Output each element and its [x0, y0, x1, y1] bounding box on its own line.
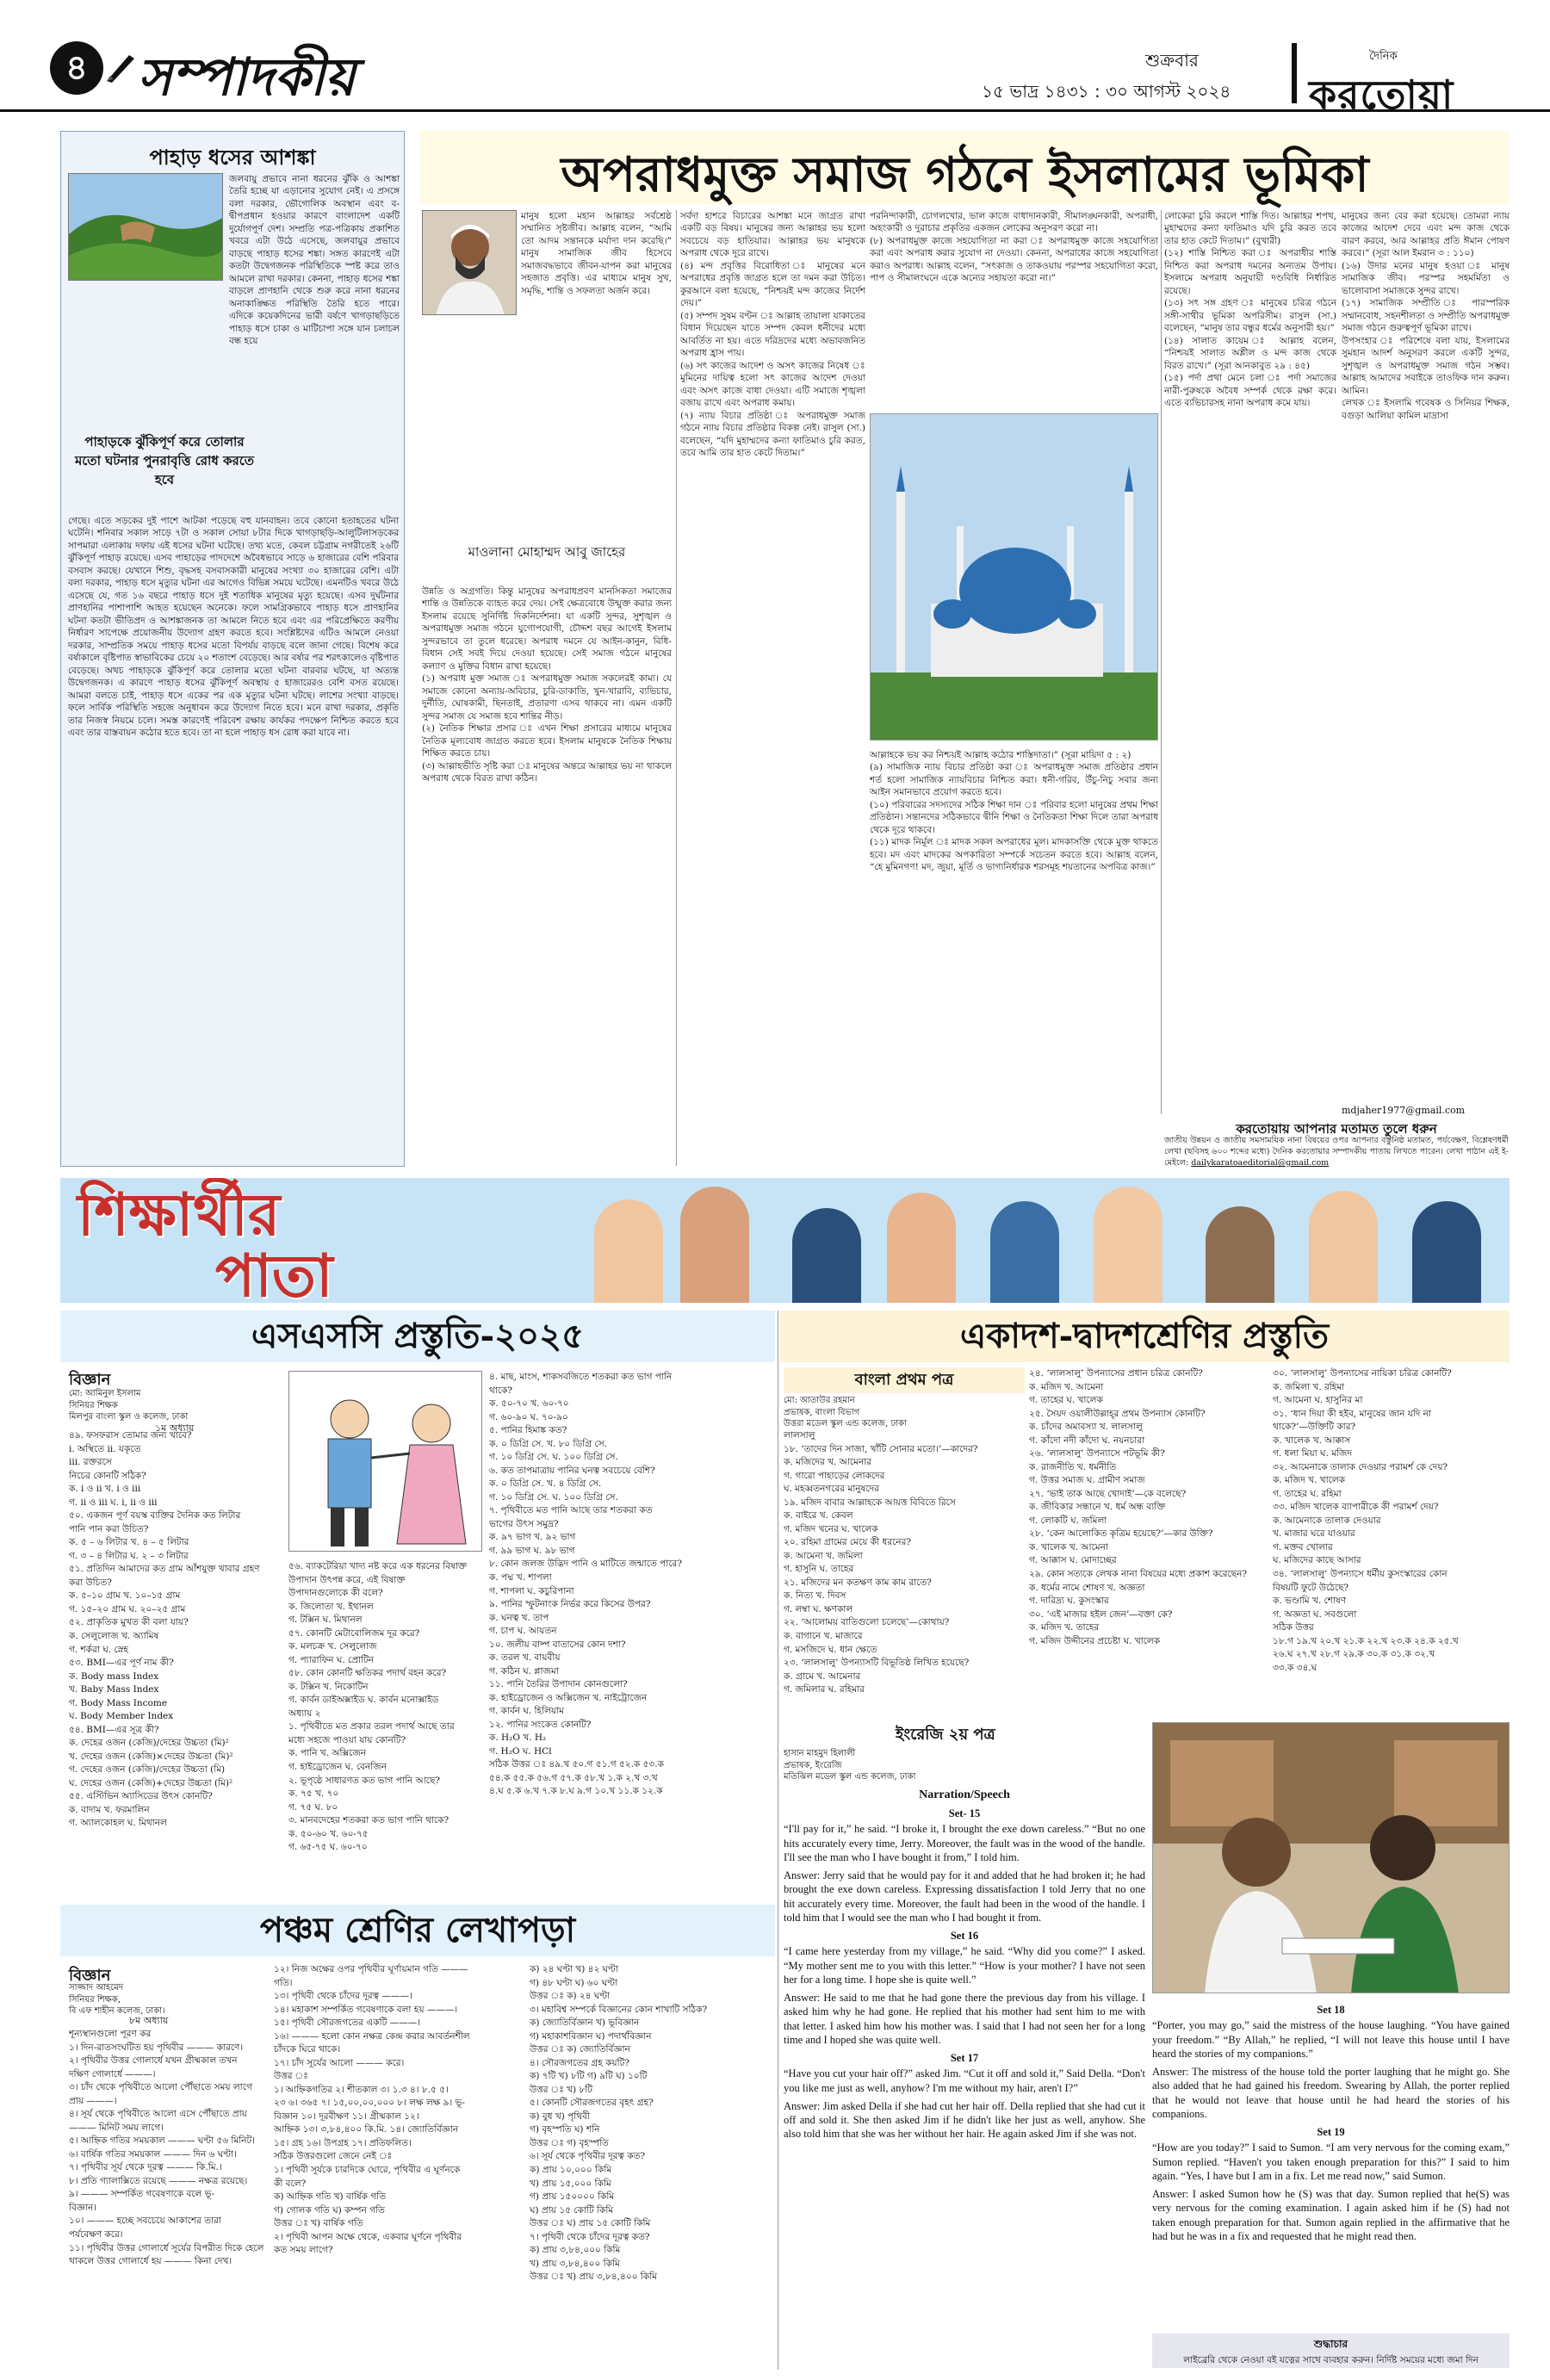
contribute-text [1164, 1135, 1509, 1168]
ssc-questions-col1 [69, 1429, 284, 1899]
question-line: ৩২. আমেনাকে তালাক দেওয়ার পরামর্শ কে দেয়? [1273, 1461, 1448, 1472]
question-line: ক. আমেনাকে তালাক দেওয়ার [1273, 1515, 1381, 1526]
mosque-photo [870, 413, 1158, 741]
question-line: গ) মহাকাশবিজ্ঞান ঘ) পদার্থবিজ্ঞান [530, 2030, 652, 2042]
question-line: গ) প্রায় ১৫০০০০ কিমি [530, 2191, 615, 2203]
question-line: গ. ১০ ডিগ্রি সে. ঘ. ১০০ ডিগ্রি সে. [489, 1491, 618, 1503]
question-line: ২৯. কোন সত্যকে লেখক নানা বিষয়ের মধ্যে প্রকাশ করেছেন? [1029, 1568, 1248, 1579]
question-line: গ. ৬৫-৭৫ ঘ. ৬০-৭০ [288, 1842, 368, 1853]
question-line: ক. বাগানে খ. মাজারে [784, 1630, 863, 1641]
masthead [0, 0, 1550, 118]
question-line: ১। দিন-রাতসংঘটিত হয় পৃথিবীর ——— কারণে। [69, 2042, 244, 2053]
question-line: খ. Baby Mass Index [69, 1684, 159, 1695]
question-line: ক) প্রায় ৩,৮৪,০০০ কিমি [530, 2245, 621, 2256]
set-answer: Answer: Jerry said that he would pay for it and added that he had broken it; he had brought the exe down careless. Expressing dissatisfaction I told Jerry that no one hit accurately every time. Moreover, the fault had been in the wood of the handle. I told him that I would see the man who I had bought it from. [784, 1869, 1145, 1924]
question-line: ৫৬. ব্যাকটেরিয়া খাদ্য নষ্ট করে এক ধরনের বিষাক্ত [288, 1561, 468, 1571]
question-line: ক. চাঁদের অমাবস্যা খ. লালসালু [1029, 1422, 1143, 1433]
set-question: “Porter, you may go,” said the mistress of the house laughing. “You have gained your freedom.” “By Allah,” he replied, “I will not leave this house until I have heard the stories of my companions.” [1152, 2019, 1510, 2060]
column-rule [676, 210, 677, 1166]
question-line: কী বলে? [274, 2178, 307, 2189]
question-line: ক. i ও ii খ. i ও iii [69, 1484, 141, 1495]
question-line: ক. বাদাম খ. ফরমালিন [69, 1804, 150, 1815]
question-line: থাকে? [489, 1385, 513, 1396]
contribute-email[interactable]: dailykaratoaeditorial@gmail.com [1191, 1158, 1330, 1168]
primary-header: পঞ্চম শ্রেণির লেখাপড়া [60, 1905, 775, 1956]
question-line: লালসালু [784, 1430, 815, 1441]
question-line: ৫০. একজন পূর্ণ বয়স্ক ব্যক্তির দৈনিক কত লিটার [69, 1510, 241, 1522]
question-line: গ. গারো পাহাড়ের লোকদের [784, 1470, 885, 1481]
question-line: ১৫। গ্রহ ১৬। উপগ্রহ ১৭। প্রতিফলিত। [274, 2137, 412, 2148]
question-line: ক. ৫–১০ গ্রাম খ. ১০–১৫ গ্রাম [69, 1590, 181, 1602]
question-line: ক) প্রায় ১০,০০০ কিমি [530, 2164, 612, 2175]
question-line: থাকলে উত্তর গোলার্ধে হয় ——— কিনা দেখ। [69, 2256, 232, 2267]
question-line: ৬. কত তাপমাত্রায় পানির ঘনত্ব সবচেয়ে বেশি? [489, 1465, 655, 1476]
question-line: গ. টক্সিন ঘ. মিথানল [288, 1615, 363, 1626]
question-line: গ. আক্কাস ঘ. মোদাচ্ছের [1029, 1555, 1117, 1566]
question-line: উত্তর ঃ [274, 2071, 308, 2082]
question-line: প্রায় ———। [69, 2095, 117, 2106]
question-line: ক. ঘনত্ব খ. তাপ [489, 1612, 549, 1623]
question-line: গ. অ্যালকোহল ঘ. মিথানল [69, 1818, 167, 1829]
question-line: ১২। নিজ অক্ষের ওপর পৃথিবীর ঘূর্ণায়মান গতি ——— [274, 1964, 468, 1974]
article-column: মানুষের জন্য বের করা হয়েছে। তোমরা ন্যায় কাজের আদেশ দেবে এবং মন্দ কাজ থেকে বারণ করবে, আর আল্লাহর প্রতি ঈমান পোষণ করবে।” (সূরা আল ইমরান ৩ : ১১০) (১৬) উদার মনের মানুষ হওয়া ঃ মানুষ সামাজিক জীব। পরস্পর সহমর্মিতা ও ভালোবাসা সমাজকে সুন্দর রাখে। (১৭) সামাজিক সম্প্রীতি ঃ পারস্পরিক সম্মানবোধ, সহনশীলতা ও সম্প্রীতি অপরাধমুক্ত সমাজ গঠনে গুরুত্বপূর্ণ ভূমিকা রাখে। উপসংহার ঃ পরিশেষে বলা যায়, ইসলামের সুমহান আদর্শ অনুসরণ করলে একটি সুন্দর, সুশৃঙ্খল ও অপরাধমুক্ত সমাজ গঠন সম্ভব। আল্লাহ আমাদের সবাইকে তাওফিক দান করুন। আমিন। লেখক ঃ ইসলামি গবেষক ও সিনিয়র শিক্ষক, বগুড়া আলিয়া কামিল মাদ্রাসা [1342, 211, 1510, 421]
question-line: ৫৩. BMI—এর পূর্ণ নাম কী? [69, 1658, 174, 1669]
question-line: গ. প্যারাফিন ঘ. প্রোটিন [288, 1654, 375, 1665]
question-line: ২. ভূপৃষ্ঠে সাধারণত কত ভাগ পানি আছে? [288, 1775, 440, 1786]
question-line: গ. তাহের ঘ. খালেক [1029, 1395, 1103, 1406]
question-line: ক. ধর্মের নামে শোষণ খ. অজ্ঞতা [1029, 1582, 1145, 1593]
question-line: বিজ্ঞান ১০। দূরবীক্ষণ ১১। গ্রীষ্মকাল ১২। [274, 2110, 419, 2122]
author-photo [422, 210, 517, 315]
question-line: ৪.ঘ ৫.ক ৬.খ ৭.ক ৮.ঘ ৯.গ ১০.খ ১১.ক ১২.ক [489, 1786, 663, 1797]
question-line: পানি পান করা উচিত? [69, 1523, 149, 1534]
question-line: ক. Body mass Index [69, 1670, 159, 1682]
article-headline: অপরাধমুক্ত সমাজ গঠনে ইসলামের ভূমিকা [561, 146, 1369, 203]
question-line: ক. আমেনা খ. জমিলা [784, 1550, 863, 1561]
hsc-teacher: মো: আতাউর রহমান প্রভাষক, বাংলা বিভাগ উত্তরা মডেল স্কুল এন্ড কলেজ, ঢাকা [784, 1396, 907, 1429]
question-line: ১। আহ্নিকগতির ২। শীতকাল ৩। ১.৩ ৪। ৮.৫ ৫। [274, 2084, 449, 2095]
question-line: ২। পৃথিবী আপন অক্ষে থেকে, একবার ঘূর্ণনে পৃথিবীর [274, 2231, 462, 2242]
author-email[interactable]: mdjaher1977@gmail.com [1342, 1105, 1466, 1116]
question-line: ১৬। ——— হলো কোন নক্ষত্র কেন্দ্র করার আবর্তনশীল [274, 2030, 470, 2042]
question-line: ৩। চাঁদ থেকে পৃথিবীতে আলো পৌঁছাতে সময় লাগে [69, 2082, 252, 2093]
question-line: গ. ৬০-৯০ ঘ. ৭০-৯০ [489, 1411, 568, 1422]
question-line: ক. মলচক্র খ. সেলুলোজ [288, 1641, 377, 1652]
editorial-box [60, 131, 405, 1167]
question-line: ক) আহ্নিক গতি খ) বার্ষিক গতি [274, 2191, 387, 2203]
set-answer: Answer: He said to me that he had gone there the previous day from his village. I asked him why he had gone. He replied that his mother had sent him to me with that letter. I asked him how his mother was. I said that I had not seen her for a long time and I hoped she was quite well. [784, 1992, 1145, 2046]
question-line: ৪। সৌরজগতের গ্রহ কয়টি? [530, 2057, 629, 2068]
editorial-intro: জলবায়ু প্রভাবে নানা ধরনের ঝুঁকি ও আশঙ্কা তৈরি হচ্ছে যা এড়ানোর সুযোগ নেই। এ প্রসঙ্গে বলা দরকার, ভৌগোলিক অবস্থান এবং ব-দ্বীপপ্রধান হওয়ার কারণে বাংলাদেশ একটি দুর্যোগপূর্ণ দেশ। সম্প্রতি পত্র-পত্রিকায় প্রকাশিত খবরে এটা উঠে এসেছে, জলবায়ুর প্রভাবে বাড়ছে পাহাড় ধসের শঙ্কা। সঙ্গত কারণেই এটা কতটা উদ্বেগজনক পরিস্থিতিকে স্পষ্ট করে তাও আমলে রাখা দরকার। কেননা, পাহাড় ধসের শঙ্কা বাড়লে প্রাণহানি থেকে শুরু করে নানা ধরনের অনাকাঙ্ক্ষিত পরিস্থিতি তৈরি হতে পারে। এদিকে কয়েকদিনের ভারী বর্ষণে খাগড়াছড়িতে পাহাড় ধসে চাকা ও মাটিচাপা সঙ্গে যান চলাচল বন্ধ হয়ে [229, 174, 400, 347]
english-teacher: হাসান মাহমুদ হিলালী প্রভাষক, ইংরেজি মতিঝিল মডেল স্কুল এন্ড কলেজ, ঢাকা [784, 1749, 916, 1782]
question-line: ৫১. প্রতিদিন আমাদের কত গ্রাম আঁশযুক্ত খাবার গ্রহণ [69, 1564, 260, 1575]
english-col1 [784, 1784, 1145, 2327]
set-answer: Answer: I asked Sumon how he (S) was that day. Sumon replied that he(S) was very nervous for the coming examination. I again asked him if he (S) had not taken enough preparation for that. Sumon again replied in the affirmative that he had but he was in a fix and requested that he might read then. [1152, 2188, 1510, 2242]
question-line: ৫৭. কোনটি মেটাবোলিজম দূর করে? [288, 1627, 420, 1639]
question-line: ক. ভণ্ডামি খ. শোষণ [1273, 1596, 1347, 1607]
student-page-banner [60, 1178, 1510, 1303]
question-line: ২১. মজিদের মন কতক্ষণ কাম কাম রাতে? [784, 1577, 932, 1588]
question-line: ক. পানি খ. অক্সিজেন [288, 1748, 367, 1759]
question-line: ৩৪. ‘লালসালু’ উপন্যাসে ধর্মীয় কুসংস্কারের কোন [1273, 1568, 1448, 1579]
students-photo [1152, 1722, 1510, 1993]
question-line: ক. জীবিকার সন্ধানে খ. ধর্ম অন্ধ ব্যক্তি [1029, 1502, 1166, 1513]
question-line: গ. ১০ ডিগ্রি সে. ঘ. ১০০ ডিগ্রি সে. [489, 1452, 618, 1463]
question-line: গ. ৯৯ ভাগ ঘ. ৯৮ ভাগ [489, 1545, 575, 1556]
ssc-header: এসএসসি প্রস্তুতি-২০২৫ [60, 1311, 775, 1362]
question-line: ২৮. ‘কেন আলোকিত কৃত্রিম হয়েছে?’—কার উক্তি? [1029, 1528, 1213, 1540]
question-line: উত্তর ঃ খ) প্রায় ৩,৮৪,৪০০ কিমি [530, 2272, 657, 2283]
hsc-questions-col3 [1273, 1367, 1510, 1712]
question-line: গ. তাহের ঘ. রহিমা [1273, 1488, 1342, 1499]
question-line: ২২. ‘আলোময় বাতিগুলো চলেছে’—কোথায়? [784, 1617, 950, 1628]
question-line: ক. টক্সিন খ. নিকোটিন [288, 1681, 369, 1692]
question-line: করা উচিত? [69, 1577, 112, 1588]
question-line: গ. মসজিদে ঘ. ধান ক্ষেতে [784, 1644, 877, 1655]
question-line: গ. মজিদ খনের ঘ. খালেক [784, 1523, 878, 1534]
english-topic: Narration/Speech [919, 1788, 1010, 1801]
question-line: গতি। [274, 1977, 293, 1988]
banner-title-line1: শিক্ষার্থীর [78, 1181, 281, 1249]
question-line: নিচের কোনটি সঠিক? [69, 1470, 146, 1481]
question-line: গ. কাঁদো নদী কাঁদো ঘ. নয়নচারা [1029, 1435, 1145, 1446]
question-line: ৫৫. এস্টিভিন অ্যাসিডের উৎস কোনটি? [69, 1791, 213, 1802]
question-line: ক) জ্যোতির্বিজ্ঞান খ) ভূবিজ্ঞান [530, 2017, 640, 2029]
footer-box [1152, 2334, 1510, 2368]
question-line: ক. জমিলা খ. রহিমা [1273, 1381, 1345, 1392]
hsc-questions-col2 [1029, 1367, 1266, 1712]
question-line: গ. শাপলা ঘ. কচুরিপানা [489, 1585, 574, 1596]
article-column: সর্বদা হাশরে বিচারের আশঙ্কা মনে জাগ্রত রাখা একটি বড় বিষয়। মানুষের জন্য আল্লাহর ভয় হলো সবচেয়ে বড় হাতিয়ার। আল্লাহর ভয় মানুষকে অপরাধ থেকে দূরে রাখে। (৪) মন্দ প্রবৃত্তির বিরোধিতা ঃ মানুষের মনে অপরাধের প্রবৃত্তি জাগ্রত হলে তা দমন করা উচিত। কুরআনে বলা হয়েছে, “নিশ্চয়ই মন্দ কাজের নির্দেশ দেয়।” (৫) সম্পদ সুষম বণ্টন ঃ আল্লাহ তায়ালা যাকাতের বিধান দিয়েছেন যাতে সম্পদ কেবল ধনীদের মধ্যে আবর্তিত না হয়। এতে দরিদ্রদের মধ্যে অভাবজনিত অপরাধ হ্রাস পায়। (৬) সৎ কাজের আদেশ ও অসৎ কাজের নিষেধ ঃ মুমিনের দায়িত্ব হলো সৎ কাজের আদেশ দেওয়া এবং অসৎ কাজে বাধা দেওয়া। এটি সমাজে শৃঙ্খলা বজায় রাখে এবং অপরাধ কমায়। (৭) ন্যায় বিচার প্রতিষ্ঠা ঃ অপরাধমুক্ত সমাজ গঠনে ন্যায় বিচার প্রতিষ্ঠার বিকল্প নেই। রাসুল (সা.) বলেছেন, “যদি মুহাম্মদের কন্যা ফাতিমাও চুরি করত, তবে আমি তার হাত কেটে দিতাম।” [680, 211, 865, 459]
question-line: ঘ. মহব্বতনগরের মানুষদের [784, 1484, 879, 1495]
question-line: গ. জমিলার ঘ. রহিমার [784, 1684, 865, 1695]
question-line: গ. H₂O ঘ. HCl [489, 1745, 552, 1757]
article-column: আল্লাহকে ভয় কর নিশ্চয়ই আল্লাহ কঠোর শাস্তিদাতা।” (সূরা মায়িদা ৫ : ২) (৯) সামাজিক ন্যায় বিচার প্রতিষ্ঠা করা ঃ অপরাধমুক্ত সমাজ প্রতিষ্ঠার প্রধান শর্ত হলো সামাজিক ন্যায়বিচার নিশ্চিত করা। ধনী-গরিব, উঁচু-নিচু সবার জন্য আইন সমানভাবে প্রয়োগ করতে হবে। (১০) পরিবারের সদস্যদের সঠিক শিক্ষা দান ঃ পরিবার হলো মানুষের প্রথম শিক্ষা প্রতিষ্ঠান। সন্তানদের সঠিকভাবে দ্বীনি শিক্ষা ও নৈতিকতা শিক্ষা দিলে তারা অপরাধ থেকে দূরে থাকবে। (১১) মাদক নির্মূল ঃ মাদক সকল অপরাধের মূল। মাদকাসক্তি থেকে মুক্ত থাকতে হবে। মদ এবং মাদকের অপকারিতা সম্পর্কে সচেতন করতে হবে। আল্লাহ বলেন, “হে মুমিনগণ! মদ, জুয়া, মূর্তি ও ভাগ্যনির্ধারক শরসমূহ শয়তানের অপবিত্র কাজ।” [870, 750, 1158, 873]
contribute-send-label: লেখা পাঠান এই ই-মেইলে: [1164, 1147, 1509, 1168]
set-heading: Set 19 [1317, 2126, 1345, 2138]
question-line: ৩. মানবদেহের শতকরা কত ভাগ পানি থাকে? [288, 1815, 450, 1826]
pull-quote: পাহাড়কে ঝুঁকিপূর্ণ করে তোলার মতো ঘটনার পুনরাবৃত্তি রোধ করতে হবে [74, 434, 255, 487]
set-question: “I came here yesterday from my village,” he said. “Why did you come?” I asked. “My mother sent me to you with this letter.” “How is your mother? I have not seen her for a long time. I hope she is quite well.” [784, 1945, 1145, 1986]
question-line: ১০। ——— হচ্ছে সবচেয়ে আকাশের তারা [69, 2216, 221, 2227]
question-line: ৫২. প্রাকৃতিক মুখত কী বলা যায়? [69, 1617, 189, 1628]
question-line: উপাদান উৎপন্ন করে, এই বিষাক্ত [288, 1574, 406, 1585]
question-line: গ) গোলক গতি ঘ) কম্পন গতি [274, 2204, 385, 2216]
banner-title-line2: পাতা [215, 1242, 333, 1303]
question-line: ক) ৭টি খ) ৮টি গ) ৯টি ঘ) ১০টি [530, 2071, 648, 2082]
hill-photo [68, 173, 223, 281]
question-line: ৭। পৃথিবী থেকে চাঁদের দূরত্ব কত? [530, 2231, 650, 2242]
question-line: ১৪। মহাকাশ সম্পর্কিত গবেষণাকে বলা হয় ———। [274, 2004, 458, 2015]
banner-title [78, 1181, 333, 1303]
ssc-questions-col2 [288, 1560, 482, 1899]
question-line: ১৯. মজিদ বাবার আল্লাহকে আয়ত্ত বিবিতে রিসে [784, 1497, 956, 1508]
question-line: ২৫. সৈয়দ ওয়ালীউল্লাহ্‌র প্রথম উপন্যাস কোনটি? [1029, 1408, 1206, 1419]
question-line: মধ্যে সহজে পাওয়া যায় কোনটি? [288, 1734, 406, 1745]
question-line: ক. তরল খ. বায়বীয় [489, 1652, 561, 1664]
english-sets-2 [1152, 2003, 1510, 2243]
question-line: ১। পৃথিবী সূর্যকে চারদিকে ঘোরে, পৃথিবীর এ ঘূর্ণনকে [274, 2164, 461, 2175]
question-line: ক. দেহের ওজন (কেজি)/দেহের উচ্চতা (মি)² [69, 1738, 229, 1749]
question-line: ক. ৯৭ ভাগ খ. ৯২ ভাগ [489, 1532, 576, 1543]
question-line: ১৫। পৃথিবী সৌরজগতের একটি ———। [274, 2017, 420, 2029]
question-line: উত্তর ঃ ক) জ্যোতির্বিজ্ঞান [530, 2044, 630, 2055]
page-number: ৪ [50, 41, 103, 95]
set-heading: Set 18 [1317, 2004, 1345, 2016]
question-line: পর্যবেক্ষণ করে। [69, 2228, 123, 2240]
question-line: সঠিক উত্তর [1273, 1622, 1314, 1633]
question-line: খ. দেহের ওজন (কেজি)×দেহের উচ্চতা (মি)² [69, 1751, 233, 1762]
question-line: ক. ০ ডিগ্রি সে. খ. ৮০ ডিগ্রি সে. [489, 1438, 608, 1449]
issue-date: ১৫ ভাদ্র ১৪৩১ : ৩০ আগস্ট ২০২৪ [982, 81, 1231, 102]
question-line: ৩০. ‘লালসালু’ উপন্যাসের নায়িকা চরিত্র কোনটি? [1273, 1368, 1452, 1379]
question-line: গ. লম্বা ঘ. ক্ষণকাল [784, 1603, 853, 1615]
question-line: ক. মজিদ খ. আমেনা [1029, 1381, 1104, 1392]
primary-chapter: ৮ম অধ্যায় [129, 2015, 169, 2026]
english-sets-1 [784, 1807, 1145, 2141]
question-line: ৯. পানির স্ফুটনাংক নির্ভর করে কিসের উপর? [489, 1599, 651, 1610]
question-line: খ) প্রায় ১৫,০০০ কিমি [530, 2178, 611, 2189]
question-line: ৪৯. ফসফরাস তোমার জন্য খাবে? [69, 1430, 192, 1441]
article-column: উন্নতি ও অগ্রগতি। কিন্তু মানুষের অপরাধপ্রবণ মানসিকতা সমাজের শান্তি ও উন্নতিকে ব্যাহত করে দেয়। সেই ক্ষেত্রবোধে উন্মুক্ত করার জন্য ইসলাম রয়েছে সুনির্দিষ্ট দিকনির্দেশনা। যা একটি সুন্দর, সুশৃঙ্খল ও অপরাধমুক্ত সমাজ গঠনে যুগোপযোগী, চৌদ্দশ বছর আগেই ইসলাম সুন্দরভাবে তা তুলে ধরেছে। অপরাধ দমনে যে আইন-কানুন, বিধি-বিধান সেই সবই দিয়ে দেওয়া হয়েছে। সেই সমাজ গঠনে মানুষের কল্যাণ ও মুক্তির বিধান রাখা হয়েছে। (১) অপরাধ মুক্ত সমাজ ঃ অপরাধমুক্ত সমাজ সকলেরই কাম্য। যে সমাজে কোনো অন্যায়-অবিচার, চুরি-ডাকাতি, খুন-খারাবি, ব্যভিচার, দুর্নীতি, ঘোষকামী, ছিনতাই, প্রতারণা এসব থাকবে না। এমন একটি সুন্দর সমাজ যে সমাজ হবে শান্তির নীড়। (২) নৈতিক শিক্ষার প্রসার ঃ এখন শিক্ষা প্রসারের মাধ্যমে মানুষের নৈতিক মূল্যবোধ জাগ্রত করতে হবে। ইসলাম মানুষকে নৈতিক শিক্ষায় শিক্ষিত করতে চায়। (৩) আল্লাহভীতি সৃষ্টি করা ঃ মানুষের অন্তরে আল্লাহর ভয় না থাকলে অপরাধ থেকে বিরত রাখা কঠিন। [422, 586, 672, 784]
article-headline-bar [420, 131, 1510, 204]
question-line: ক. মজিদ খ. খালেক [1273, 1475, 1346, 1486]
question-line: ক. নিত্য খ. দিবস [784, 1590, 846, 1602]
question-line: গ. মক্তব খোলার [1273, 1541, 1333, 1553]
question-line: গ. ii ও iii ঘ. i, ii ও iii [69, 1497, 158, 1508]
question-line: উত্তর ঃ গ) বৃহস্পতি [530, 2137, 609, 2148]
question-line: খ) প্রায় ৩,৮৪,৪০০ কিমি [530, 2258, 620, 2269]
question-line: খ. মাজার ঘরে যাওয়ার [1273, 1528, 1355, 1540]
question-line: ক. খালেক খ. আমেনা [1029, 1541, 1108, 1553]
question-line: ক. জিলোতা খ. ইথানল [288, 1601, 374, 1612]
ssc-subject: বিজ্ঞান [69, 1371, 111, 1389]
question-line: ২৭. ‘ভাই তাক আছে খোদাই’—কে বলেছে? [1029, 1488, 1187, 1499]
column-rule [1161, 210, 1162, 1114]
question-line: ১৮. ‘তাদের দিন সাজা, খাঁটি সোনার মতো।’—কাদের? [784, 1443, 978, 1454]
question-line: ৩১. ‘ধান দিয়া কী হইব, মানুষের জান যদি না [1273, 1408, 1431, 1419]
paper-prefix: দৈনিক [1369, 50, 1398, 63]
primary-col3 [530, 1963, 775, 2364]
question-line: গ. আমেনা ঘ. হাসুনির মা [1273, 1395, 1363, 1406]
question-line: ক. রাজনীতি খ. ধর্মনীতি [1029, 1461, 1117, 1472]
masthead-divider [1292, 43, 1297, 103]
contribute-title: করতোয়ায় আপনার মতামত তুলে ধরুন [1236, 1121, 1437, 1137]
question-line: বিজ্ঞান। [69, 2202, 96, 2213]
contribute-body: জাতীয় উন্নয়ন ও জাতীয় সমসাময়িক নানা বিষয়ের ওপর আপনার বস্তুনিষ্ঠ মতামত, পর্যবেক্ষণ, বিশ্লেষণধর্মী লেখা (ছবিসহ ৬০০ শব্দের মধ্যে) দৈনিক করতোয়ার সম্পাদকীয় পাতায় লিখতে পারেন। [1164, 1136, 1509, 1157]
question-line: ক) বুধ খ) পৃথিবী [530, 2110, 590, 2122]
question-line: অধ্যায় ২ [288, 1708, 321, 1719]
question-line: ক. ৭৫ খ. ৭০ [288, 1788, 339, 1800]
hsc-subject: বাংলা প্রথম পত্র [784, 1367, 1025, 1393]
question-line: গ. হাইড্রোজেন ঘ. বেনজিন [288, 1761, 387, 1772]
question-line: ক. ৫ – ৬ লিটার খ. ৪ – ৫ লিটার [69, 1537, 189, 1548]
question-line: গ. Body Mass Income [69, 1697, 167, 1708]
question-line: গ. উত্তর সমাজ ঘ. গ্রামীণ সমাজ [1029, 1475, 1145, 1486]
question-line: ঘ. মজিদের কাছে আসার [1273, 1555, 1361, 1566]
set-heading: Set- 15 [948, 1807, 981, 1820]
primary-subject: বিজ্ঞান [69, 1967, 111, 1985]
question-line: ৫৪.ক ৫৫.ক ৫৬.গ ৫৭.ক ৫৮.খ ১.ক ২.খ ৩.খ [489, 1772, 658, 1783]
question-line: ৯। ——— সম্পর্কিত গবেষণাকে বলে ভূ- [69, 2189, 215, 2200]
question-line: গ. দেহের ওজন (কেজি)/দেহের উচ্চতা (মি) [69, 1764, 226, 1776]
question-line: ৩০. ‘এই মাজার হইল জেন’—বক্তা কে? [1029, 1608, 1173, 1620]
question-line: উত্তর ঃ খ) বার্ষিক গতি [274, 2218, 363, 2229]
question-line: ১২. পানির সংকেত কোনটি? [489, 1719, 592, 1730]
ssc-questions-col3 [489, 1371, 773, 1899]
question-line: গ. ধলা মিয়া ঘ. মজিদ [1273, 1448, 1352, 1460]
set-answer: Answer: Jim asked Della if she had cut her hair off. Della replied that she had cut it off and sold it. She then asked Jim if he didn't like her just as well, anyhow. She also told him that she was her without her hair. He again asked Jim if she was not. [784, 2099, 1145, 2141]
question-line: ২৪. ‘লালসালু’ উপন্যাসের প্রধান চরিত্র কোনটি? [1029, 1368, 1203, 1379]
question-line: গ. ৩ – ৪ লিটার ঘ. ২ – ৩ লিটার [69, 1550, 189, 1561]
english-col2 [1152, 1999, 1510, 2327]
question-line: উত্তর ঃ ক) ২৪ ঘণ্টা [530, 1991, 611, 2002]
editorial-title: পাহাড় ধসের আশঙ্কা [149, 145, 316, 170]
ssc-illustration [288, 1371, 482, 1552]
question-line: ৬। বার্ষিক গতির সময়কাল ——— দিন ৬ ঘণ্টা। [69, 2148, 237, 2160]
article-column: লোকেরা চুরি করলে শাস্তি দিত। আল্লাহর শপথ, মুহাম্মদের কন্যা ফাতিমাও যদি চুরি করত তবে তার হাত কেটে দিতাম।” (বুখারী) (১২) শাস্তি নিশ্চিত করা ঃ অপরাধীর শাস্তি নিশ্চিত করা অপরাধ দমনের অন্যতম উপায়। ইসলামে অপরাধ অনুযায়ী দণ্ডবিধি নির্ধারিত রয়েছে। (১৩) সৎ সঙ্গ গ্রহণ ঃ মানুষের চরিত্র গঠনে সঙ্গী-সাথীর ভূমিকা অপরিসীম। রাসুল (সা.) বলেছেন, “মানুষ তার বন্ধুর ধর্মের অনুসারী হয়।” (১৪) সালাত কায়েম ঃ আল্লাহ বলেন, “নিশ্চয়ই সালাত অশ্লীল ও মন্দ কাজ থেকে বিরত রাখে।” (সূরা আনকাবুত ২৯ : ৪৫) (১৫) পর্দা প্রথা মেনে চলা ঃ পর্দা সমাজের নারী-পুরুষকে অবৈধ সম্পর্ক থেকে রক্ষা করে। এতে ব্যভিচারসহ নানা অপরাধ কমে যায়। [1164, 211, 1336, 409]
question-line: ২৩. ‘লালসালু’ উপন্যাসটি বিভূতিষ্ঠ লিখিত হয়েছে? [784, 1658, 970, 1669]
question-line: ক. ৫০-৭০ খ. ৬০-৭০ [489, 1398, 569, 1410]
article-column: পরনিন্দাকারী, চোগলখোর, ভাল কাজে বাধাদানকারী, সীমালঙ্ঘনকারী, অপরাধী, অহংকারী ও দুরাচার প্রকৃতির একজন লোকের অনুসরণ করো না। (৮) অপরাধমুক্ত কাজে সহযোগিতা না করা ঃ অপরাধমুক্ত কাজে সহযোগিতা করা এবং অপরাধ করার সুযোগ না দেওয়া। কেননা, অপরাধের কাজে সহযোগিতা করাও অপরাধ। আল্লাহ বলেন, “সৎকাজ ও তাকওয়ায় পরস্পর সহযোগিতা করো, পাপ ও সীমালংঘনে একে অন্যের সহায়তা করো না।” [870, 211, 1158, 284]
primary-col2 [274, 1963, 524, 2364]
question-line: ক. খালেক খ. আক্কাস [1273, 1435, 1351, 1446]
question-line: ৮. কোন জলজ উদ্ভিদ পানি ও মাটিতে জন্মাতে পারে? [489, 1559, 682, 1570]
footer-text: লাইব্রেরি থেকে নেওয়া বই যত্নের সাথে ব্যবহার করুন। নির্দিষ্ট সময়ের মধ্যে জমা দিন [1183, 2355, 1479, 2365]
question-line: গ. কঠিন ঘ. প্লাজমা [489, 1665, 559, 1677]
question-line: উত্তর ঃ ঘ) প্রায় ১৫ কোটি কিমি [530, 2218, 651, 2229]
question-line: ক) ২৪ ঘণ্টা খ) ৪২ ঘণ্টা [530, 1964, 618, 1974]
question-line: গ. ১৫–২০ গ্রাম ঘ. ২০–২৫ গ্রাম [69, 1603, 186, 1615]
question-line: সঠিক উত্তরগুলো জেনে নেই ঃ [274, 2151, 393, 2162]
ssc-teacher: মো: আমিনুল ইসলাম সিনিয়র শিক্ষক মিলপুর বাংলা স্কুল ও কলেজ, ঢাকা [69, 1389, 189, 1422]
question-line: কত সময় লাগে? [274, 2245, 333, 2256]
question-line: ২৩ ৬। ৩৬৫ ৭। ১৫,০০,০০,০০০ ৮। লক্ষ লক্ষ ৯। ভূ- [274, 2098, 465, 2109]
question-line: ৫৮. কোন কোনটি ক্ষতিকর পদার্থ বহন করে? [288, 1668, 447, 1679]
question-line: গ. কার্বন ডাইঅক্সাইড ঘ. কার্বন মনোক্সাইড [288, 1695, 439, 1706]
question-line: ৪। সূর্য থেকে পৃথিবীতে আলো এসে পৌঁছাতে প্রায় [69, 2109, 247, 2120]
question-line: উপাদানগুলোকে কী বলে? [288, 1588, 383, 1599]
question-line: চাঁদকে ঘিরে থাকে। [274, 2044, 341, 2055]
question-line: গ. লোকটি ঘ. জমিলা [1029, 1515, 1107, 1526]
question-line: ক. মজিদের খ. আমেনার [784, 1457, 872, 1468]
footer-title: শুদ্ধাচার [1313, 2338, 1348, 2350]
issue-day: শুক্রবার [1145, 50, 1199, 71]
set-heading: Set 16 [950, 1930, 979, 1943]
question-line: সঠিক উত্তর ঃ ৪৯.খ ৫০.গ ৫১.গ ৫২.ক ৫৩.ক [489, 1759, 664, 1770]
question-line: ২০. রহিমা গ্রামের মেয়ে কী ধরনের? [784, 1537, 911, 1548]
set-answer: Answer: The mistress of the house told the porter laughing that he might go. She also added that he had gained his freedom. Swearing by Allah, the porter replied that he would not leave that house until he had heard the stories of his companions. [1152, 2066, 1510, 2120]
question-line: ——— মিনিট সময় লাগে। [69, 2122, 164, 2133]
question-line: ৩৩.ক ৩৪.ঘ [1273, 1662, 1318, 1673]
primary-col1 [69, 2028, 267, 2372]
question-line: গ. অজ্ঞতা ঘ. সবগুলো [1273, 1608, 1357, 1620]
primary-teacher: সাজ্জাদ আহমেদ সিনিয়র শিক্ষক, বি এফ শাহীন কলেজ, ঢাকা। [69, 1983, 165, 2016]
question-line: ক. গ্রামে খ. আমেনার [784, 1670, 861, 1682]
question-line: গ. হাসুনি ঘ. তাহের [784, 1564, 854, 1575]
question-line: ৫৪. BMI—এর সূত্র কী? [69, 1724, 159, 1735]
set-question: “How are you today?” I said to Sumon. “I am very nervous for the coming exam,” Sumon replied. “Haven't you taken enough preparation for this?” I said to him again. “Yes, I have but I am in a fix. Let me read now,” said Sumon. [1152, 2141, 1510, 2182]
question-line: ভাগের উৎস সমুদ্র? [489, 1518, 559, 1529]
paper-logo: করতোয়া [1309, 71, 1454, 118]
question-line: ক. ০ ডিগ্রি সে. খ. ৪ ডিগ্রি সে. [489, 1478, 602, 1490]
question-line: ঘ. দেহের ওজন (কেজি)+দেহের উচ্চতা (মি)² [69, 1777, 233, 1788]
question-line: ৩। মহাবিশ্ব সম্পর্কে বিজ্ঞানের কোন শাখাটি সঠিক? [530, 2004, 708, 2015]
question-line: উত্তর ঃ খ) ৮টি [530, 2084, 593, 2095]
question-line: ৫। কোনটি সৌরজগতের বৃহৎ গ্রহ? [530, 2098, 654, 2109]
question-line: ১১. পানি তৈরির উপাদান কোনগুলো? [489, 1679, 628, 1690]
question-line: i. অস্থিতে ii. যকৃতে [69, 1443, 141, 1454]
set-question: “Have you cut your hair off?” asked Jim. “Cut it off and sold it,” Said Della. “Don't you like me just as well, anyhow? I'm me without my hair, aren't I?” [784, 2067, 1145, 2094]
question-line: ক. পদ্ম খ. শাপলা [489, 1571, 552, 1583]
question-line: ৫. পানির হিমাঙ্ক কত? [489, 1425, 567, 1436]
question-line: ৪. মাছ, মাংস, শাকসবজিতে শতকরা কত ভাগ পানি [489, 1372, 673, 1382]
hsc-header: একাদশ-দ্বাদশশ্রেণির প্রস্তুতি [779, 1311, 1510, 1362]
question-line: ক. বাইরে খ. কেবল [784, 1510, 853, 1522]
question-line: ২৬. ‘লালসালু’ উপন্যাসে পটভূমি কী? [1029, 1448, 1165, 1460]
question-line: ২৬.ঘ ২৭.খ ২৮.গ ২৯.ক ৩০.ক ৩১.ক ৩২.খ [1273, 1649, 1435, 1660]
question-line: বিষয়টি ফুটে উঠেছে? [1273, 1582, 1349, 1593]
question-line: ১৮.গ ১৯.খ ২০.খ ২১.ক ২২.খ ২৩.ক ২৪.ক ২৫.খ [1273, 1635, 1459, 1646]
question-line: ৭. পৃথিবীতে মত পানি আছে তার শতকরা কত [489, 1505, 653, 1516]
question-line: iii. রক্তরসে [69, 1457, 112, 1468]
section-title: সম্পাদকীয় [138, 47, 356, 108]
set-heading: Set 17 [950, 2052, 979, 2065]
question-line: ৩৩. মজিদ খালেক ব্যাপারীকে কী পরামর্শ দেয়? [1273, 1502, 1439, 1513]
question-line: ১৩। পৃথিবী থেকে চাঁদের দূরত্ব ———। [274, 1991, 412, 2002]
question-line: ৫। আহ্নিক গতির সময়কাল ——— ঘণ্টা ৫৬ মিনিট। [69, 2135, 256, 2147]
question-line: ক. H₂O খ. H₂ [489, 1732, 547, 1744]
question-line: দক্ষিণ গোলার্ধে ———। [69, 2068, 156, 2079]
editorial-body: গেছে। এতে সড়কের দুই পাশে আটকা পড়েছে বহু যানবাহন। তবে কোনো হতাহতের ঘটনা ঘটেনি। শনিবার সকাল সাড়ে ৭টা ও সকাল সোয়া ৮টার দিকে খাগড়াছড়ি-আলুটিলাসড়কের সাপমারা এলাকায় দফায় এই ধসের ঘটনা ঘটেছে। তথ্য মতে, কেবল চট্টগ্রাম নগরীতেই ২৬টি ঝুঁকিপূর্ণ পাহাড় রয়েছে। এসব পাহাড়ের পাদদেশে অবৈধভাবে সাড়ে ৬ হাজারের বেশি পরিবার বসবাস করছে। যেখানে শিশু, বৃদ্ধসহ বসবাসকারী মানুষের সংখ্যা ৩০ হাজারের বেশি। এটা বলা দরকার, পাহাড় ধসে মৃত্যুর ঘটনা এর আগেও বিভিন্ন সময়ে ঘটেছে। এমনটিও খবরে উঠে এসেছে যে, গত ১৬ বছরে পাহাড় ধসে দুই শতাধিক মানুষের মৃত্যু হয়েছে। এসব দুর্ঘটনার প্রাণহানির পাশাপাশি আহত হয়েছেন অনেকে। ফলে সামগ্রিকভাবে পাহাড় ধসে প্রাণহানির ঘটনা কতটা ভীতিপ্রদ ও আশঙ্কাজনক তা আমলে নিতে হবে এবং এর পরিপ্রেক্ষিতে করণীয় নির্ধারণ সাপেক্ষে প্রয়োজনীয় উদ্যোগ গ্রহণ করতে হবে। সংশ্লিষ্টদের এটিও আমলে নেওয়া দরকার, সাম্প্রতিক সময়ে পাহাড় ধসের মতো বিপর্যয় বাড়ছে বলে জানা গেছে। বিশেষ করে বর্ষাকালে বৃষ্টিপাত স্বাভাবিকের চেয়ে ২০ শতাংশ বেড়েছে। আর বর্ষার পর শরৎকালেও বৃষ্টিপাত বেড়েছে। অথচ পাহাড়কে ঝুঁকিপূর্ণ করে তোলার মতো ঘটনা বারবার ঘটছে, যা অত্যন্ত উদ্বেগজনক। এ কারণে পাহাড় ধসের ঝুঁকিপূর্ণ অবস্থায় ৫ হাজারেরও বেশি বসত রয়েছে। আমরা বলতে চাই, পাহাড় ধসে একের পর এক মৃত্যুর ঘটনা ঘটছে। লাশের সংখ্যা বাড়ছে। ফলে সার্বিক পরিস্থিতি সহজে অনুধাবন করে উদ্যোগ নিতে হবে। মনে রাখা দরকার, প্রকৃতি তার নিজস্ব নিয়মে চলে। সমস্ত কারণেই পরিবেশ রক্ষায় কার্যকর পদক্ষেপ নিশ্চিত করতে হবে এবং তার বাস্তবায়ন কঠোর হতে হবে। তা না হলে পাহাড় ধস রোধ করা যাবে না। [68, 516, 399, 739]
author-name: মাওলানা মোহাম্মদ আবু জাহের [468, 544, 626, 560]
question-line: ২। পৃথিবীর উত্তর গোলার্ধে যখন গ্রীষ্মকাল তখন [69, 2055, 238, 2067]
question-line: ৬। সূর্য থেকে পৃথিবীর দূরত্ব কত? [530, 2151, 646, 2162]
article-column: মানুষ হলো মহান আল্লাহর সর্বশ্রেষ্ঠ সম্মানিত সৃষ্টজীব। আল্লাহ বলেন, “আমি তো আদম সন্তানকে মর্যাদা দান করেছি।” মানুষ সামাজিক জীব হিসেবে সমাজবদ্ধভাবে জীবন-যাপন করা মানুষের সহজাত প্রবৃত্তি। এর মাধ্যমে মানুষ সুখ, সমৃদ্ধি, শান্তি ও সফলতা অর্জন করে। [521, 211, 672, 296]
question-line: গ. শর্করা ঘ. স্নেহ [69, 1644, 128, 1655]
question-line: ১০. জলীয় বাষ্প বাতাসের কোন দশা? [489, 1639, 626, 1650]
set-question: “I'll pay for it,” he said. “I broke it, I brought the exe down careless.” “But no one hits accurately every time, Jerry. Moreover, the fault was in the wood of the handle. I'll see the man who I have bought it from,” I told him. [784, 1823, 1145, 1863]
question-line: ক. হাইড্রোজেন ও অক্সিজেন খ. নাইট্রোজেন [489, 1692, 648, 1703]
question-line: ১. পৃথিবীতে মত প্রকার তরল পদার্থ আছে তার [288, 1721, 455, 1732]
pen-icon [103, 50, 138, 84]
question-line: ৮। প্রতি গ্যালাক্সিতে রয়েছে ——— নক্ষত্র রয়েছে। [69, 2175, 248, 2186]
question-line: ক. মজিদ খ. তাহের [1029, 1622, 1100, 1633]
question-line: গ. মজিদ উদ্দীনের প্রচেষ্টা ঘ. খালেক [1029, 1635, 1161, 1646]
question-line: গ. ৭৫ ঘ. ৮০ [288, 1801, 338, 1813]
hsc-questions-col1 [784, 1429, 1025, 1714]
question-line: ঘ) প্রায় ১৫ কোটি কিমি [530, 2204, 614, 2216]
question-line: ১১। পৃথিবীর উত্তর গোলার্ধে সূর্যের বিপরীত দিকে হেলে [69, 2242, 264, 2253]
question-line: ৭। পৃথিবীর সূর্য থেকে দূরত্ব ——— কি.মি.। [69, 2162, 222, 2173]
question-line: ক. ৫০-৬০ খ. ৬০-৭৫ [288, 1828, 369, 1839]
question-line: ১৭। চাঁদ সূর্যের আলো ——— করে। [274, 2057, 405, 2068]
question-line: আহ্নিক ১৩। ৩,৮৪,৪০০ কি.মি. ১৪। জ্যোতির্বিজ্ঞান [274, 2124, 459, 2135]
english-subject: ইংরেজি ২য় পত্র [896, 1726, 995, 1744]
question-line: গ. দারিদ্র্য ঘ. কুসংস্কার [1029, 1596, 1109, 1607]
question-line: গ) ৪৮ ঘণ্টা ঘ) ৬০ ঘণ্টা [530, 1977, 618, 1988]
ssc-chapter: ১ম অধ্যায় [155, 1422, 195, 1434]
question-line: গ. চাপ ঘ. আয়তন [489, 1626, 557, 1637]
question-line: থাকে?’—উক্তিটি কার? [1273, 1422, 1356, 1433]
question-line: গ) বৃহস্পতি ঘ) শনি [530, 2124, 600, 2135]
question-line: শূন্যস্থানগুলো পূরণ কর [69, 2029, 152, 2039]
question-line: গ. কার্বন ঘ. হিলিয়াম [489, 1706, 564, 1717]
question-line: ক. সেলুলোজ খ. অ্যামিষ [69, 1630, 159, 1641]
question-line: ঘ. Body Member Index [69, 1711, 174, 1722]
